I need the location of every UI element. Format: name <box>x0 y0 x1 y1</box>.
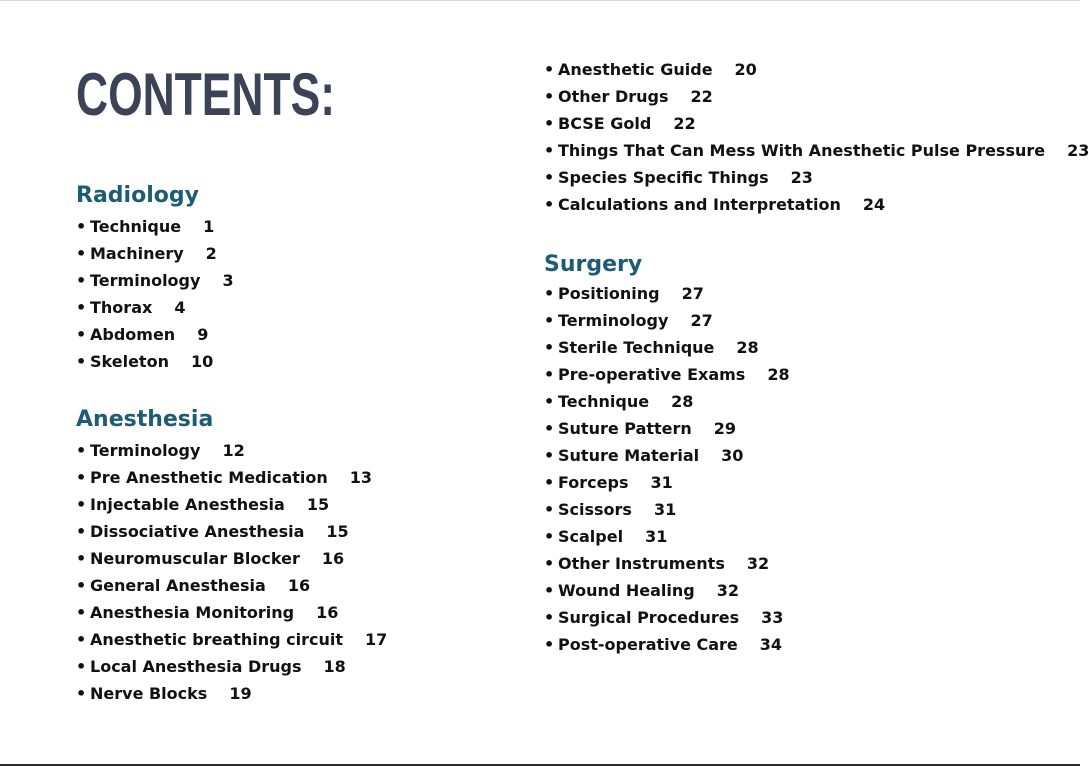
toc-entry <box>76 680 387 707</box>
bullet-icon: • <box>544 60 555 79</box>
toc-entry-page-number: 24 <box>862 195 886 214</box>
bullet-icon: • <box>544 419 555 438</box>
toc-entry <box>544 307 790 334</box>
toc-entry-page-number: 28 <box>736 338 759 357</box>
toc-entry-label: Post-operative Care <box>558 635 738 654</box>
toc-entry <box>544 110 1089 137</box>
toc-entry <box>76 437 387 464</box>
bullet-icon: • <box>544 527 555 546</box>
toc-entry <box>76 321 234 348</box>
toc-entry-page-number: 33 <box>761 608 784 627</box>
bullet-icon: • <box>544 635 555 654</box>
toc-entry-page-number: 10 <box>190 352 214 371</box>
toc-entry <box>544 388 790 415</box>
bullet-icon: • <box>76 298 87 317</box>
toc-entry-label: Skeleton <box>90 352 169 371</box>
toc-entry-page-number: 2 <box>205 244 217 263</box>
toc-entry-page-number: 12 <box>222 441 245 460</box>
toc-entry <box>76 572 387 599</box>
toc-entry <box>544 550 790 577</box>
toc-entry-page-number: 28 <box>767 365 790 384</box>
toc-entry-label: Sterile Technique <box>558 338 715 357</box>
toc-entry-label: Machinery <box>90 244 184 263</box>
toc-entry <box>544 631 790 658</box>
bullet-icon: • <box>544 195 555 214</box>
toc-entry-page-number: 32 <box>746 554 770 573</box>
toc-entry-page-number: 16 <box>321 549 345 568</box>
toc-entry-page-number: 15 <box>306 495 330 514</box>
toc-entry-label: Wound Healing <box>558 581 695 600</box>
bullet-icon: • <box>76 549 87 568</box>
toc-entry <box>76 545 387 572</box>
toc-entry <box>76 599 387 626</box>
toc-entry-page-number: 9 <box>197 325 209 344</box>
toc-entry-label: Other Instruments <box>558 554 725 573</box>
toc-entry-label: Forceps <box>558 473 629 492</box>
toc-entry-page-number: 4 <box>174 298 186 317</box>
bullet-icon: • <box>76 217 87 236</box>
toc-entry <box>544 604 790 631</box>
toc-entry <box>544 469 790 496</box>
bullet-icon: • <box>544 500 555 519</box>
page-title: CONTENTS: <box>76 61 335 128</box>
toc-entry-page-number: 13 <box>349 468 373 487</box>
toc-entry-page-number: 30 <box>721 446 744 465</box>
toc-list-radiology <box>76 213 234 375</box>
bullet-icon: • <box>544 87 555 106</box>
toc-entry <box>76 294 234 321</box>
toc-entry <box>544 523 790 550</box>
toc-entry <box>544 56 1089 83</box>
toc-entry-page-number: 31 <box>650 473 673 492</box>
toc-entry-page-number: 23 <box>790 168 813 187</box>
toc-entry-page-number: 15 <box>326 522 349 541</box>
section-heading-surgery: Surgery <box>544 252 643 277</box>
toc-entry <box>76 653 387 680</box>
toc-entry <box>544 137 1089 164</box>
toc-entry-label: General Anesthesia <box>90 576 266 595</box>
toc-entry-page-number: 16 <box>287 576 311 595</box>
toc-entry-label: Suture Pattern <box>558 419 692 438</box>
toc-entry <box>544 83 1089 110</box>
toc-entry <box>544 280 790 307</box>
toc-entry-label: Things That Can Mess With Anesthetic Pulse Pressure <box>558 141 1046 160</box>
toc-entry-label: Injectable Anesthesia <box>90 495 285 514</box>
toc-entry <box>76 240 234 267</box>
bullet-icon: • <box>76 495 87 514</box>
toc-entry <box>544 442 790 469</box>
bullet-icon: • <box>544 554 555 573</box>
toc-entry-page-number: 16 <box>316 603 339 622</box>
bullet-icon: • <box>544 311 555 330</box>
toc-entry-label: Thorax <box>90 298 153 317</box>
bullet-icon: • <box>76 657 87 676</box>
toc-entry-label: BCSE Gold <box>558 114 652 133</box>
toc-entry <box>544 496 790 523</box>
toc-entry <box>76 518 387 545</box>
toc-entry-label: Other Drugs <box>558 87 669 106</box>
toc-entry <box>76 213 234 240</box>
toc-entry-label: Scissors <box>558 500 632 519</box>
toc-entry-label: Anesthetic Guide <box>558 60 713 79</box>
bullet-icon: • <box>76 630 87 649</box>
toc-entry-page-number: 17 <box>365 630 388 649</box>
toc-entry-label: Pre-operative Exams <box>558 365 746 384</box>
toc-entry <box>76 348 234 375</box>
bullet-icon: • <box>544 168 555 187</box>
toc-entry-label: Technique <box>90 217 182 236</box>
toc-list-surgery <box>544 280 790 658</box>
toc-entry <box>544 415 790 442</box>
toc-entry <box>76 464 387 491</box>
toc-list-anesthesia-continued <box>544 56 1089 218</box>
toc-entry-label: Scalpel <box>558 527 624 546</box>
toc-entry-page-number: 31 <box>645 527 668 546</box>
toc-entry-label: Abdomen <box>90 325 176 344</box>
toc-entry <box>76 626 387 653</box>
toc-entry-label: Surgical Procedures <box>558 608 740 627</box>
toc-list-anesthesia <box>76 437 387 707</box>
bullet-icon: • <box>544 141 555 160</box>
toc-entry-page-number: 22 <box>690 87 713 106</box>
toc-entry <box>76 491 387 518</box>
toc-entry-label: Nerve Blocks <box>90 684 208 703</box>
bullet-icon: • <box>544 446 555 465</box>
toc-entry-page-number: 27 <box>690 311 713 330</box>
toc-entry-label: Terminology <box>558 311 669 330</box>
toc-entry <box>544 164 1089 191</box>
toc-entry-label: Calculations and Interpretation <box>558 195 841 214</box>
toc-entry-label: Terminology <box>90 441 201 460</box>
toc-entry <box>544 361 790 388</box>
toc-entry-label: Terminology <box>90 271 201 290</box>
bullet-icon: • <box>76 522 87 541</box>
toc-entry-page-number: 28 <box>671 392 694 411</box>
toc-entry-label: Dissociative Anesthesia <box>90 522 305 541</box>
toc-entry-label: Suture Material <box>558 446 700 465</box>
toc-entry-page-number: 1 <box>203 217 215 236</box>
bullet-icon: • <box>76 684 87 703</box>
toc-entry-page-number: 22 <box>673 114 696 133</box>
toc-entry <box>544 191 1089 218</box>
toc-entry-label: Local Anesthesia Drugs <box>90 657 302 676</box>
toc-entry <box>544 334 790 361</box>
section-heading-radiology: Radiology <box>76 183 199 208</box>
section-heading-anesthesia: Anesthesia <box>76 407 214 432</box>
toc-entry-page-number: 27 <box>681 284 704 303</box>
bullet-icon: • <box>544 392 555 411</box>
toc-entry-page-number: 20 <box>734 60 757 79</box>
bullet-icon: • <box>76 352 87 371</box>
toc-entry-label: Anesthetic breathing circuit <box>90 630 344 649</box>
bullet-icon: • <box>544 114 555 133</box>
bullet-icon: • <box>544 473 555 492</box>
bullet-icon: • <box>76 441 87 460</box>
bullet-icon: • <box>544 365 555 384</box>
bullet-icon: • <box>544 581 555 600</box>
toc-entry-label: Positioning <box>558 284 660 303</box>
bullet-icon: • <box>76 271 87 290</box>
toc-entry-label: Species Specific Things <box>558 168 769 187</box>
bullet-icon: • <box>544 608 555 627</box>
toc-entry-page-number: 23 <box>1067 141 1089 160</box>
toc-entry-page-number: 29 <box>713 419 737 438</box>
bullet-icon: • <box>76 576 87 595</box>
bullet-icon: • <box>76 244 87 263</box>
bullet-icon: • <box>76 603 87 622</box>
toc-entry-page-number: 19 <box>229 684 252 703</box>
bullet-icon: • <box>76 325 87 344</box>
toc-entry <box>76 267 234 294</box>
toc-entry-label: Neuromuscular Blocker <box>90 549 300 568</box>
toc-entry-page-number: 3 <box>222 271 234 290</box>
bullet-icon: • <box>544 338 555 357</box>
toc-entry-page-number: 18 <box>323 657 346 676</box>
toc-entry-page-number: 34 <box>759 635 783 654</box>
toc-entry <box>544 577 790 604</box>
bullet-icon: • <box>544 284 555 303</box>
toc-entry-page-number: 31 <box>653 500 677 519</box>
toc-entry-label: Anesthesia Monitoring <box>90 603 295 622</box>
toc-entry-label: Pre Anesthetic Medication <box>90 468 328 487</box>
toc-entry-label: Technique <box>558 392 650 411</box>
bullet-icon: • <box>76 468 87 487</box>
toc-entry-page-number: 32 <box>716 581 739 600</box>
